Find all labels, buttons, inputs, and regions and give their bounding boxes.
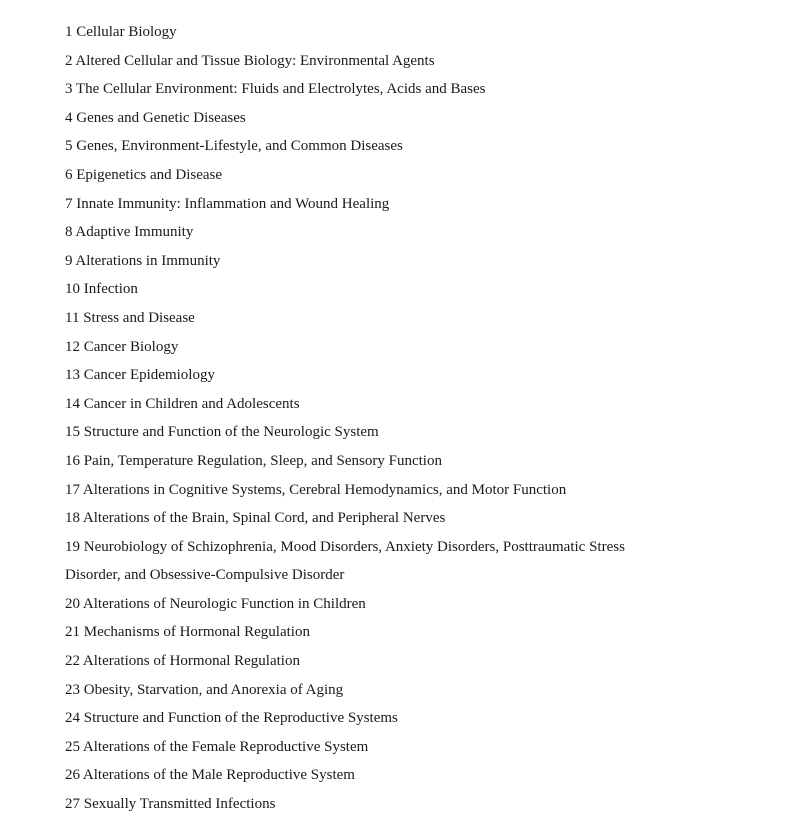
chapter-line: 17 Alterations in Cognitive Systems, Cerebral Hemodynamics, and Motor Function	[65, 481, 567, 498]
chapter-line: 20 Alterations of Neurologic Function in Children	[65, 595, 366, 612]
chapter-line: 24 Structure and Function of the Reproductive Systems	[65, 710, 398, 727]
chapter-line: 5 Genes, Environment-Lifestyle, and Common Diseases	[65, 138, 403, 155]
chapter-line: 11 Stress and Disease	[65, 309, 195, 326]
chapter-line: 16 Pain, Temperature Regulation, Sleep, and Sensory Function	[65, 452, 442, 469]
chapter-line: 2 Altered Cellular and Tissue Biology: Environmental Agents	[65, 52, 435, 69]
chapter-line: 15 Structure and Function of the Neurologic System	[65, 424, 379, 441]
chapter-line: 22 Alterations of Hormonal Regulation	[65, 653, 300, 670]
chapter-line: 18 Alterations of the Brain, Spinal Cord, and Peripheral Nerves	[65, 510, 446, 527]
chapter-line: 4 Genes and Genetic Diseases	[65, 109, 246, 126]
chapter-line: 21 Mechanisms of Hormonal Regulation	[65, 624, 310, 641]
chapter-line: 8 Adaptive Immunity	[65, 224, 194, 241]
chapter-line: 25 Alterations of the Female Reproductive System	[65, 738, 369, 755]
chapter-line: 26 Alterations of the Male Reproductive System	[65, 767, 355, 784]
chapter-line: 19 Neurobiology of Schizophrenia, Mood Disorders, Anxiety Disorders, Posttraumatic Stress	[65, 538, 625, 555]
chapter-line: 27 Sexually Transmitted Infections	[65, 796, 276, 813]
chapter-line: 10 Infection	[65, 281, 138, 298]
chapter-list	[65, 18, 765, 819]
chapter-line: 23 Obesity, Starvation, and Anorexia of Aging	[65, 681, 344, 698]
chapter-line: 9 Alterations in Immunity	[65, 252, 221, 269]
chapter-line: 13 Cancer Epidemiology	[65, 367, 215, 384]
chapter-line-continuation: Disorder, and Obsessive-Compulsive Disorder	[65, 567, 345, 584]
chapter-line: 6 Epigenetics and Disease	[65, 166, 223, 183]
chapter-line: 7 Innate Immunity: Inflammation and Wound Healing	[65, 195, 390, 212]
chapter-line: 3 The Cellular Environment: Fluids and Electrolytes, Acids and Bases	[65, 81, 486, 98]
chapter-line: 12 Cancer Biology	[65, 338, 179, 355]
chapter-line: 1 Cellular Biology	[65, 24, 177, 40]
chapter-line: 14 Cancer in Children and Adolescents	[65, 395, 300, 412]
